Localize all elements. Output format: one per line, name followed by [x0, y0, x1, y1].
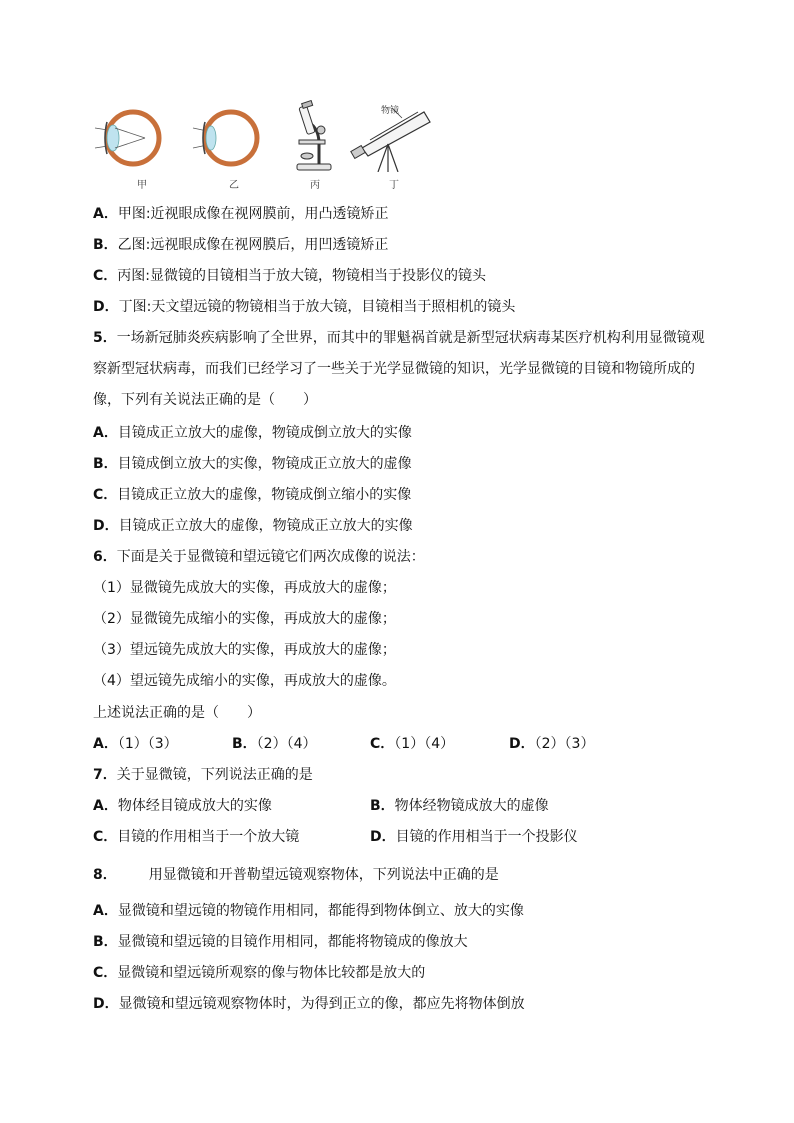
option-letter: A．	[93, 736, 118, 752]
q7-option-a[interactable]	[93, 796, 272, 816]
option-text: 目镜成倒立放大的实像，物镜成正立放大的虚像	[117, 456, 412, 472]
option-letter: A．	[93, 425, 118, 441]
q7-option-b[interactable]	[370, 796, 549, 816]
option-letter: C．	[370, 736, 395, 752]
option-letter: A．	[93, 903, 118, 919]
figure-row	[93, 100, 438, 192]
q6-option-c[interactable]	[370, 734, 454, 754]
q5-stem-line-3: 像，下列有关说法正确的是（ ）	[93, 392, 317, 408]
eye-diagram-jia	[93, 100, 163, 172]
eye-diagram-yi	[191, 100, 261, 172]
option-letter: B．	[93, 934, 118, 950]
option-letter: B．	[232, 736, 257, 752]
figure-caption-ding: 丁	[389, 180, 399, 191]
q6-statement-3: （3）望远镜先成放大的实像，再成放大的虚像；	[93, 642, 396, 658]
question-number: 5．	[93, 330, 117, 346]
option-letter: C．	[93, 829, 118, 845]
option-text: （1）（3）	[117, 736, 178, 752]
q5-option-c[interactable]	[93, 485, 411, 505]
option-text: 目镜成正立放大的虚像，物镜成正立放大的实像	[118, 518, 413, 534]
option-text: （1）（4）	[394, 736, 455, 752]
q8-stem-text: 用显微镜和开普勒望远镜观察物体，下列说法中正确的是	[148, 867, 499, 883]
option-letter: D．	[93, 518, 119, 534]
q6-option-b[interactable]	[232, 734, 317, 754]
option-text: （2）（3）	[534, 736, 595, 752]
figure-caption-bing: 丙	[310, 180, 320, 191]
q5-option-b[interactable]	[93, 454, 412, 474]
q8-option-d[interactable]	[93, 994, 525, 1014]
option-letter: B．	[370, 798, 395, 814]
option-text: 显微镜和望远镜的物镜作用相同，都能得到物体倒立、放大的实像	[117, 903, 524, 919]
question-number: 7．	[93, 767, 117, 783]
question-number: 6．	[93, 549, 117, 565]
q5-stem-line-2: 察新型冠状病毒，而我们已经学习了一些关于光学显微镜的知识，光学显微镜的目镜和物镜所成的	[93, 361, 695, 377]
q8-option-a[interactable]	[93, 901, 524, 921]
q8-stem	[93, 865, 499, 885]
option-letter: D．	[509, 736, 535, 752]
option-text: 目镜的作用相当于一个放大镜	[117, 829, 300, 845]
option-text: 目镜的作用相当于一个投影仪	[395, 829, 578, 845]
q7-stem-text: 关于显微镜，下列说法正确的是	[116, 767, 313, 783]
option-text: 乙图:远视眼成像在视网膜后，用凹透镜矫正	[117, 237, 389, 253]
q4-option-b[interactable]	[93, 235, 388, 255]
q6-statement-4: （4）望远镜先成缩小的实像，再成放大的虚像。	[93, 673, 396, 689]
option-text: 物体经物镜成放大的虚像	[394, 798, 549, 814]
option-text: 目镜成正立放大的虚像，物镜成倒立缩小的实像	[117, 487, 412, 503]
microscope-icon	[289, 100, 339, 172]
q5-stem-line-1	[93, 328, 705, 348]
option-letter: A．	[93, 206, 118, 222]
q5-option-a[interactable]	[93, 423, 412, 443]
option-text: 显微镜和望远镜所观察的像与物体比较都是放大的	[117, 965, 426, 981]
option-text: 显微镜和望远镜观察物体时，为得到正立的像，都应先将物体倒放	[118, 996, 525, 1012]
figure-caption-jia: 甲	[137, 180, 147, 191]
option-letter: D．	[370, 829, 396, 845]
option-letter: C．	[93, 268, 118, 284]
q4-option-a[interactable]	[93, 204, 389, 224]
option-letter: B．	[93, 456, 118, 472]
q8-option-b[interactable]	[93, 932, 468, 952]
q6-statement-2: （2）显微镜先成缩小的实像，再成放大的虚像；	[93, 611, 396, 627]
option-text: 物体经目镜成放大的实像	[117, 798, 272, 814]
q5-option-d[interactable]	[93, 516, 413, 536]
option-text: 显微镜和望远镜的目镜作用相同，都能将物镜成的像放大	[117, 934, 468, 950]
q7-option-c[interactable]	[93, 827, 299, 847]
q8-option-c[interactable]	[93, 963, 425, 983]
q6-stem-text: 下面是关于显微镜和望远镜它们两次成像的说法：	[116, 549, 425, 565]
option-text: （2）（4）	[256, 736, 317, 752]
figure-caption-yi: 乙	[229, 180, 239, 191]
q6-ask: 上述说法正确的是（ ）	[93, 705, 261, 721]
option-letter: D．	[93, 299, 119, 315]
q7-option-d[interactable]	[370, 827, 578, 847]
q4-option-d[interactable]	[93, 297, 515, 317]
option-text: 甲图:近视眼成像在视网膜前，用凸透镜矫正	[117, 206, 389, 222]
option-letter: B．	[93, 237, 118, 253]
question-number: 8．	[93, 867, 117, 883]
q4-option-c[interactable]	[93, 266, 486, 286]
option-letter: C．	[93, 965, 118, 981]
option-letter: D．	[93, 996, 119, 1012]
q5-stem-text-1: 一场新冠肺炎疾病影响了全世界，而其中的罪魁祸首就是新型冠状病毒某医疗机构利用显微镜观	[116, 330, 705, 346]
option-text: 丁图:天文望远镜的物镜相当于放大镜，目镜相当于照相机的镜头	[118, 299, 516, 315]
q6-statement-1: （1）显微镜先成放大的实像，再成放大的虚像；	[93, 580, 396, 596]
option-letter: A．	[93, 798, 118, 814]
telescope-objective-label: 物镜	[381, 106, 400, 116]
option-text: 目镜成正立放大的虚像，物镜成倒立放大的实像	[117, 425, 412, 441]
option-text: 丙图:显微镜的目镜相当于放大镜，物镜相当于投影仪的镜头	[117, 268, 486, 284]
q6-option-d[interactable]	[509, 734, 594, 754]
option-letter: C．	[93, 487, 118, 503]
q7-stem	[93, 765, 313, 785]
q6-option-a[interactable]	[93, 734, 178, 754]
q6-stem	[93, 547, 425, 567]
